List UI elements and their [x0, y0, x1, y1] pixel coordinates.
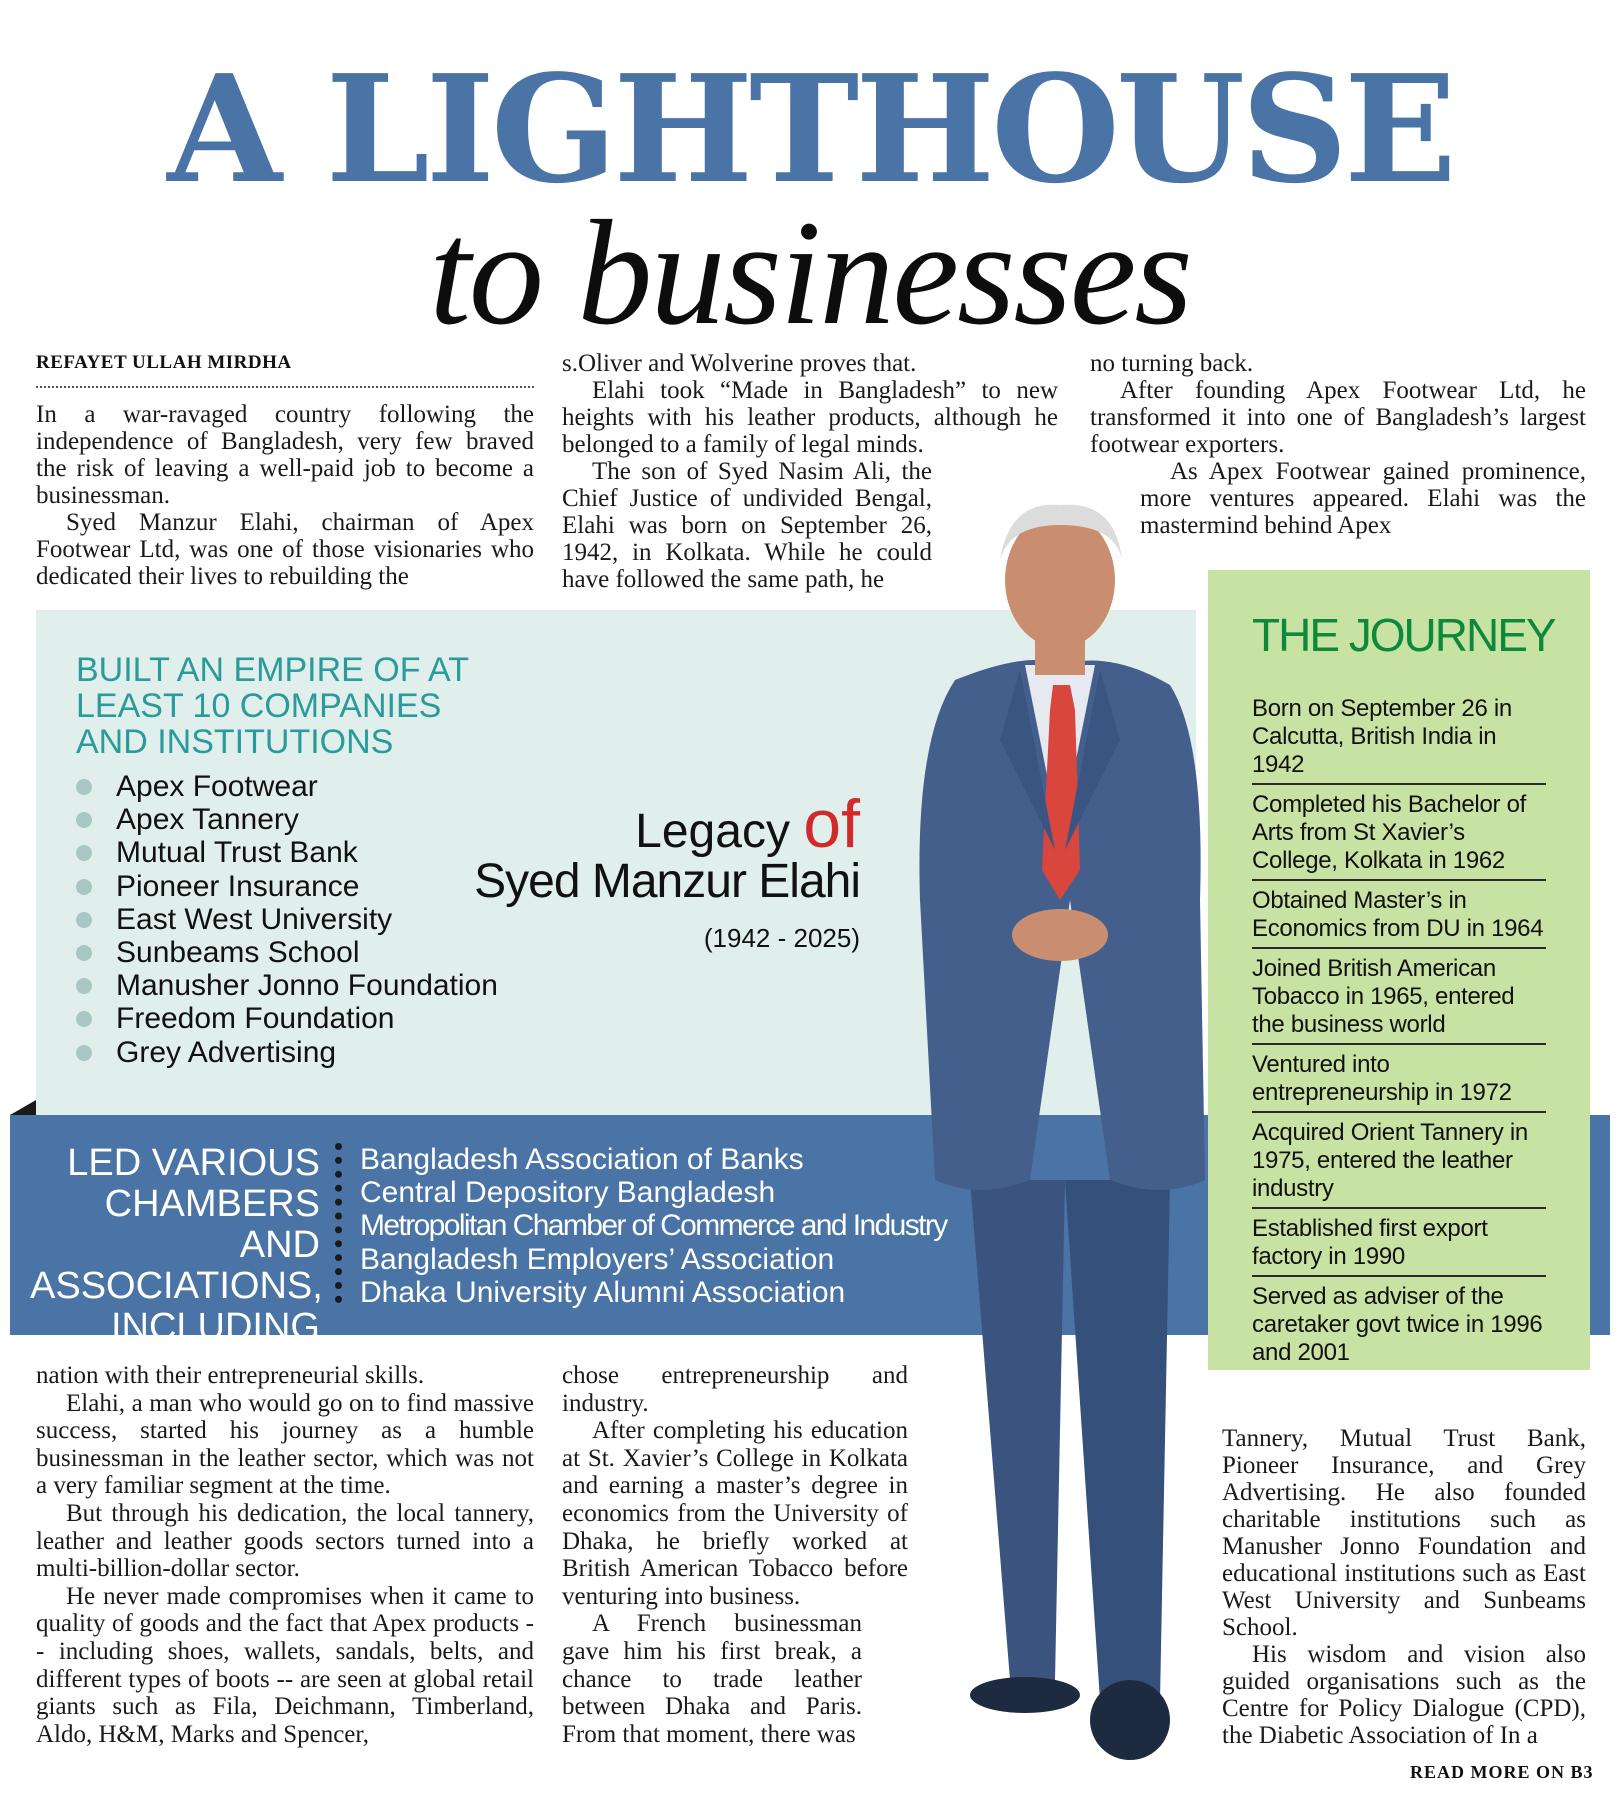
- band-corner: [10, 1100, 36, 1115]
- journey-item: Ventured into entrepreneurship in 1972: [1252, 1051, 1546, 1113]
- paragraph: Elahi, a man who would go on to find massive success, started his journey as a humble businessman in the leather sector, which was not a very familiar segment at the time.: [36, 1389, 534, 1500]
- column-1-top: [36, 401, 534, 590]
- read-more-link[interactable]: READ MORE ON B3: [1410, 1762, 1594, 1782]
- legacy-title: Legacy of: [635, 786, 860, 862]
- list-item: Mutual Trust Bank: [76, 836, 498, 869]
- bullet-icon: [76, 912, 92, 928]
- chambers-list: [360, 1143, 947, 1309]
- portrait-photo: [860, 480, 1260, 1780]
- bullet-icon: [76, 1045, 92, 1061]
- chambers-heading: LED VARIOUS CHAMBERS AND ASSOCIATIONS, INCLUDING: [30, 1142, 323, 1348]
- paragraph: His wisdom and vision also guided organisations such as the Centre for Policy Dialogue (CPD), the Diabetic Association of In a: [1222, 1641, 1586, 1749]
- journey-item: Established first export factory in 1990: [1252, 1215, 1546, 1277]
- list-item: Dhaka University Alumni Association: [360, 1275, 846, 1309]
- paragraph: Syed Manzur Elahi, chairman of Apex Footwear Ltd, was one of those visionaries who dedicated their lives to rebuilding the: [36, 509, 534, 590]
- list-item: Grey Advertising: [76, 1036, 498, 1069]
- bullet-icon: [76, 845, 92, 861]
- journey-item: Acquired Orient Tannery in 1975, entered the leather industry: [1252, 1119, 1546, 1209]
- journey-item: Completed his Bachelor of Arts from St Xavier’s College, Kolkata in 1962: [1252, 791, 1546, 881]
- journey-title: THE JOURNEY: [1252, 609, 1555, 661]
- bullet-icon: [76, 978, 92, 994]
- empire-heading: BUILT AN EMPIRE OF AT LEAST 10 COMPANIES AND INSTITUTIONS: [76, 651, 469, 761]
- paragraph: As Apex Footwear gained prominence, more ventures appeared. Elahi was the mastermind behind Apex: [1140, 458, 1586, 539]
- journey-item: Joined British American Tobacco in 1965, entered the business world: [1252, 955, 1546, 1045]
- paragraph: Tannery, Mutual Trust Bank, Pioneer Insurance, and Grey Advertising. He also founded charitable institutions such as Manusher Jonno Foundation and educational institutions such as East West University and Sunbeams School.: [1222, 1425, 1586, 1641]
- legacy-of: of: [803, 786, 860, 862]
- paragraph: A French businessman gave him his first break, a chance to trade leather between Dhaka and Paris. From that moment, there was: [562, 1610, 862, 1748]
- journey-item: Served as adviser of the caretaker govt twice in 1996 and 2001: [1252, 1283, 1543, 1366]
- list-item: Bangladesh Association of Banks: [360, 1143, 804, 1176]
- headline-line1: A LIGHTHOUSE: [167, 42, 1453, 216]
- list-item: Bangladesh Employers’ Association: [360, 1242, 835, 1276]
- list-item: Sunbeams School: [76, 936, 498, 969]
- legacy-years: (1942 - 2025): [703, 923, 860, 953]
- empire-list: [76, 770, 498, 1069]
- bullet-icon: [76, 812, 92, 828]
- list-item: Central Depository Bangladesh: [360, 1176, 776, 1210]
- list-item: Metropolitan Chamber of Commerce and Industry: [360, 1209, 947, 1243]
- list-item: Freedom Foundation: [76, 1002, 498, 1035]
- paragraph: chose entrepreneurship and industry.: [562, 1362, 908, 1417]
- paragraph: s.Oliver and Wolverine proves that.: [562, 350, 917, 377]
- paragraph: The son of Syed Nasim Ali, the Chief Justice of undivided Bengal, Elahi was born on September 26, 1942, in Kolkata. While he could have followed the same path, he: [562, 458, 932, 593]
- bullet-icon: [76, 879, 92, 895]
- list-item: Apex Tannery: [76, 803, 498, 836]
- headline-line2: to businesses: [429, 190, 1191, 356]
- byline: REFAYET ULLAH MIRDHA: [36, 352, 292, 373]
- journey-item: Obtained Master’s in Economics from DU in 1964: [1252, 887, 1546, 949]
- list-item: East West University: [76, 903, 498, 936]
- journey-list: [1252, 695, 1546, 1377]
- chambers-divider: [335, 1143, 342, 1303]
- paragraph: Elahi took “Made in Bangladesh” to new heights with his leather products, although he belonged to a family of legal minds.: [562, 377, 1058, 458]
- list-item: Apex Footwear: [76, 770, 498, 803]
- byline-divider: [36, 386, 534, 388]
- paragraph: In a war-ravaged country following the independence of Bangladesh, very few braved the risk of leaving a well-paid job to become a businessman.: [36, 401, 534, 509]
- paragraph: After founding Apex Footwear Ltd, he transformed it into one of Bangladesh’s largest footwear exporters.: [1090, 377, 1586, 458]
- column-1-bottom: [36, 1362, 534, 1748]
- bullet-icon: [76, 1011, 92, 1027]
- paragraph: no turning back.: [1090, 350, 1254, 377]
- legacy-name: Syed Manzur Elahi: [474, 855, 860, 908]
- bullet-icon: [76, 779, 92, 795]
- paragraph: But through his dedication, the local tannery, leather and leather goods sectors turned into a multi-billion-dollar sector.: [36, 1499, 534, 1583]
- list-item: Manusher Jonno Foundation: [76, 969, 498, 1002]
- paragraph: nation with their entrepreneurial skills.: [36, 1362, 425, 1389]
- paragraph: After completing his education at St. Xavier’s College in Kolkata and earning a master’s degree in economics from the University of Dhaka, he briefly worked at British American Tobacco before venturing into business.: [562, 1417, 908, 1610]
- list-item: Pioneer Insurance: [76, 870, 498, 903]
- column-3-bottom: [1222, 1425, 1586, 1749]
- journey-item: Born on September 26 in Calcutta, British India in 1942: [1252, 695, 1546, 785]
- paragraph: He never made compromises when it came to quality of goods and the fact that Apex products -- including shoes, wallets, sandals, belts, and different types of boots -- are seen at global retail giants such as Fila, Deichmann, Timberland, Aldo, H&M, Marks and Spencer,: [36, 1582, 534, 1748]
- bullet-icon: [76, 945, 92, 961]
- column-2-bottom: [562, 1362, 908, 1748]
